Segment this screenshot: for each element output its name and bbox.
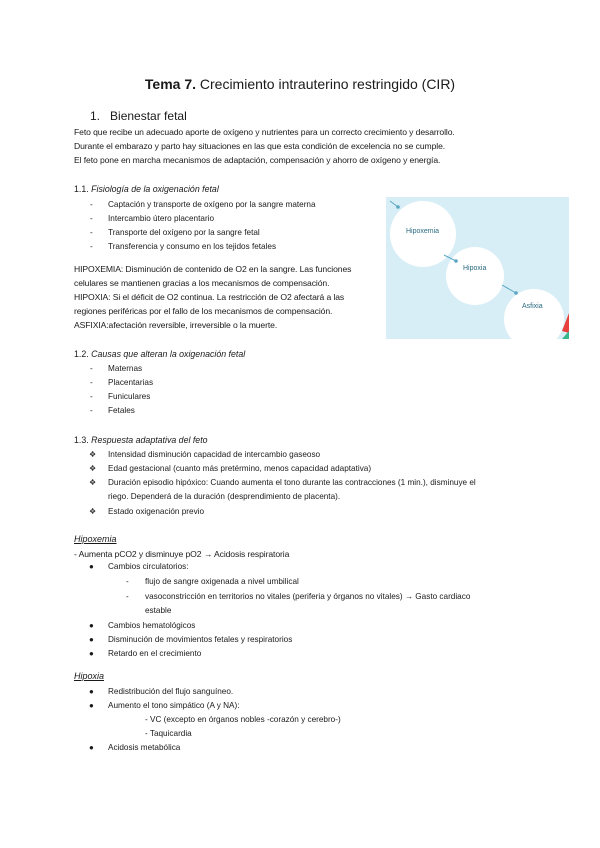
list-item: Fetales: [108, 406, 135, 415]
list-item: Disminución de movimientos fetales y respiratorios: [108, 635, 293, 644]
list-item: Placentarias: [108, 378, 154, 387]
page-title: Tema 7. Crecimiento intrauterino restringido (CIR): [144, 76, 456, 92]
bullet-icon: ●: [89, 743, 94, 752]
list-item: Funiculares: [108, 392, 151, 401]
def-line-5: ASFIXIA:afectación reversible, irreversible o la muerte.: [74, 320, 278, 330]
list-item: Maternas: [108, 364, 143, 373]
list-item: vasoconstricción en territorios no vitales (periferia y órganos no vitales) → Gasto cardiaco: [145, 592, 471, 601]
diamond-bullet-icon: ❖: [89, 464, 97, 473]
dash-bullet: -: [126, 577, 129, 586]
corner-accent-green: [562, 331, 569, 339]
diamond-bullet-icon: ❖: [89, 507, 97, 516]
arrow-line: [502, 285, 516, 293]
arrow-head: [454, 259, 458, 263]
section-heading-1-3: 1.3. Respuesta adaptativa del feto: [74, 435, 208, 445]
list-dash: -: [90, 406, 93, 415]
list-dash: -: [90, 228, 93, 237]
list-item: flujo de sangre oxigenada a nivel umbilical: [145, 577, 299, 586]
list-item: Edad gestacional (cuanto más pretérmino, menos capacidad adaptativa): [108, 464, 372, 473]
list-hipoxemia: [0, 562, 560, 662]
list-item: Captación y transporte de oxígeno por la sangre materna: [108, 200, 316, 209]
arrow-head: [514, 291, 518, 295]
list-item: Retardo en el crecimiento: [108, 649, 202, 658]
intro-line-3: El feto pone en marcha mecanismos de adaptación, compensación y ahorro de oxígeno y energía.: [74, 155, 441, 165]
list-item: Duración episodio hipóxico: Cuando aumenta el tono durante las contracciones (1 min.), disminuye el: [108, 478, 476, 487]
list-item: Cambios hematológicos: [108, 621, 196, 630]
def-line-1: HIPOXEMIA: Disminución de contenido de O2 en la sangre. Las funciones: [74, 264, 352, 274]
def-line-3: HIPOXIA: Si el déficit de O2 continua. La restricción de O2 afectará a las: [74, 292, 345, 302]
arrow-line: [444, 255, 456, 261]
list-subitem: - VC (excepto en órganos nobles -corazón y cerebro-): [145, 715, 341, 724]
label-hipoxemia: Hipoxemia: [406, 228, 440, 235]
list-item: Intercambio útero placentario: [108, 214, 215, 223]
corner-accent-red: [562, 313, 569, 333]
intro-line-2: Durante el embarazo y parto hay situaciones en las que esta condición de excelencia no se cumple.: [74, 141, 446, 151]
section-heading-1-2: 1.2. Causas que alteran la oxigenación fetal: [74, 349, 246, 359]
list-dash: -: [90, 214, 93, 223]
list-dash: -: [90, 200, 93, 209]
list-item-continuation: estable: [145, 606, 172, 615]
bullet-icon: ●: [89, 649, 94, 658]
list-item: Aumento el tono simpático (A y NA):: [108, 701, 240, 710]
diamond-bullet-icon: ❖: [89, 450, 97, 459]
bullet-icon: ●: [89, 635, 94, 644]
subheading-hipoxemia: Hipoxemia: [74, 534, 117, 544]
list-item: Cambios circulatorios:: [108, 562, 189, 571]
list-dash: -: [90, 378, 93, 387]
list-item: Intensidad disminución capacidad de intercambio gaseoso: [108, 450, 321, 459]
list-item: Acidosis metabólica: [108, 743, 181, 752]
list-dash: -: [90, 392, 93, 401]
bullet-icon: ●: [89, 621, 94, 630]
list-respuesta: [0, 450, 540, 520]
bullet-icon: ●: [89, 562, 94, 571]
list-item: Redistribución del flujo sanguíneo.: [108, 687, 234, 696]
list-dash: -: [90, 364, 93, 373]
list-item: Estado oxigenación previo: [108, 507, 205, 516]
section-heading-bienestar: 1. Bienestar fetal: [90, 109, 187, 123]
diagram-arrows: [386, 197, 569, 339]
intro-line-1: Feto que recibe un adecuado aporte de oxígeno y nutrientes para un correcto crecimiento y desarrollo.: [74, 127, 455, 137]
def-line-2: celulares se mantienen gracias a los mecanismos de compensación.: [74, 278, 330, 288]
list-hipoxia: [0, 687, 560, 757]
bullet-icon: ●: [89, 687, 94, 696]
list-dash: -: [90, 242, 93, 251]
list-oxigenacion: [0, 200, 380, 260]
list-item: Transferencia y consumo en los tejidos fetales: [108, 242, 277, 251]
list-item-continuation: riego. Dependerá de la duración (desprendimiento de placenta).: [108, 492, 341, 501]
section-heading-1-1: 1.1. Fisiología de la oxigenación fetal: [74, 184, 219, 194]
def-line-4: regiones periféricas por el fallo de los mecanismos de compensación.: [74, 306, 333, 316]
label-hipoxia: Hipoxia: [463, 265, 487, 272]
oxygenation-diagram: [386, 197, 569, 339]
list-causas: [0, 364, 380, 424]
list-item: Transporte del oxígeno por la sangre fetal: [108, 228, 260, 237]
bullet-icon: ●: [89, 701, 94, 710]
hipoxemia-line: - Aumenta pCO2 y disminuye pO2 → Acidosis respiratoria: [74, 549, 290, 559]
diamond-bullet-icon: ❖: [89, 478, 97, 487]
dash-bullet: -: [126, 592, 129, 601]
label-asfixia: Asfixia: [522, 303, 543, 310]
arrow-head: [396, 205, 400, 209]
list-subitem: - Taquicardia: [145, 729, 192, 738]
subheading-hipoxia: Hipoxia: [74, 671, 105, 681]
